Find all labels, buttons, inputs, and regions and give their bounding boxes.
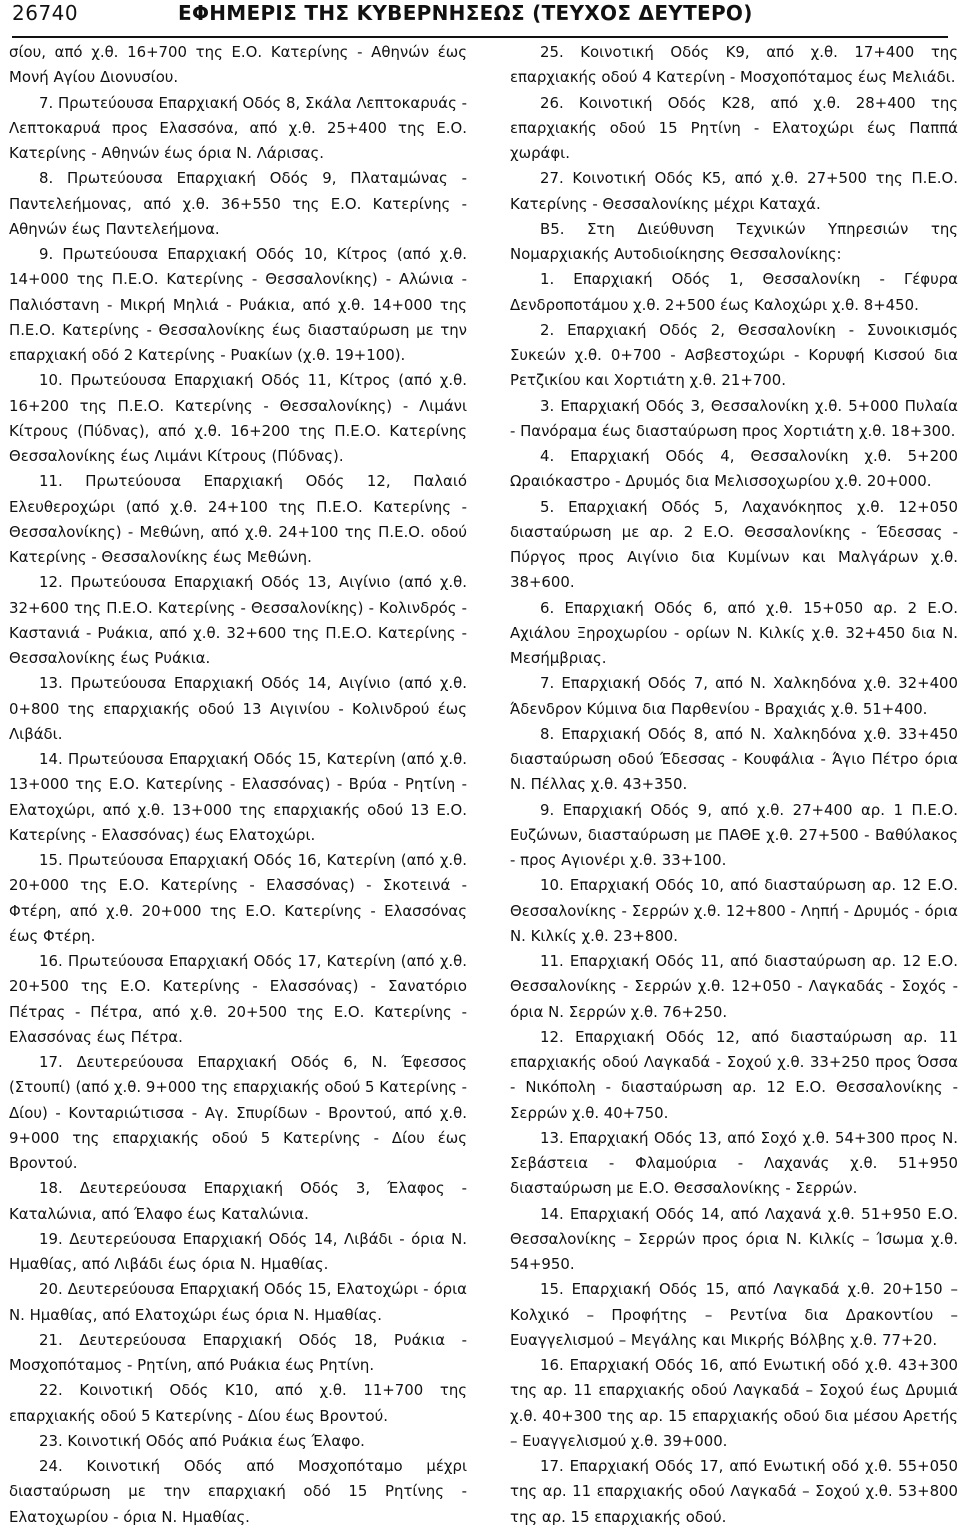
paragraph: 15. Πρωτεύουσα Επαρχιακή Οδός 16, Κατερίνη (από χ.θ. 20+000 της Ε.Ο. Κατερίνης - Ελασσόνας) - Σκοτεινά - Φτέρη, από χ.θ. 20+000 της Ε.Ο. Κατερίνης - Ελασσόνας έως Φτέρη. <box>9 851 467 945</box>
right-column <box>510 40 958 1530</box>
paragraph: 14. Επαρχιακή Οδός 14, από Λαχανά χ.θ. 51+950 Ε.Ο. Θεσσαλονίκης – Σερρών προς όρια Ν. Κιλκίς – Ίσωμα χ.θ. 54+950. <box>510 1204 958 1273</box>
paragraph: 11. Πρωτεύουσα Επαρχιακή Οδός 12, Παλαιό Ελευθεροχώρι (από χ.θ. 24+100 της Π.Ε.Ο. Κατερίνης - Θεσσαλονίκης) - Μεθώνη, από χ.θ. 24+100 της Π.Ε.Ο. οδού Κατερίνης - Θεσσαλονίκης έως Μεθώνη. <box>9 472 467 566</box>
paragraph: 23. Κοινοτική Οδός από Ρυάκια έως Έλαφο. <box>39 1431 365 1450</box>
paragraph: 2. Επαρχιακή Οδός 2, Θεσσαλονίκη - Συνοικισμός Συκεών χ.θ. 0+700 - Ασβεστοχώρι - Κορυφή Κισσού δια Ρετζικίου και Χορτιάτη χ.θ. 21+700. <box>510 320 958 390</box>
paragraph: 9. Επαρχιακή Οδός 9, από χ.θ. 27+400 αρ. 1 Π.Ε.Ο. Ευζώνων, διασταύρωση με ΠΑΘΕ χ.θ. 27+500 - Βαθύλακος - προς Αγιονέρι χ.θ. 33+100. <box>510 800 958 869</box>
paragraph: 19. Δευτερεύουσα Επαρχιακή Οδός 14, Λιβάδι - όρια Ν. Ημαθίας, από Λιβάδι έως όρια Ν. Ημαθίας. <box>9 1229 467 1273</box>
paragraph: 20. Δευτερεύουσα Επαρχιακή Οδός 15, Ελατοχώρι - όρια Ν. Ημαθίας, από Ελατοχώρι έως όρια Ν. Ημαθίας. <box>9 1280 467 1324</box>
paragraph: 10. Πρωτεύουσα Επαρχιακή Οδός 11, Κίτρος (από χ.θ. 16+200 της Π.Ε.Ο. Κατερίνης - Θεσσαλονίκης) - Λιμάνι Κίτρους (Πύδνας), από χ.θ. 16+200 της Π.Ε.Ο. Κατερίνης Θεσσαλονίκης έως Λιμάνι Κίτρους (Πύδνας). <box>9 371 467 465</box>
paragraph: 13. Πρωτεύουσα Επαρχιακή Οδός 14, Αιγίνιο (από χ.θ. 0+800 της επαρχιακής οδού 13 Αιγινίου - Κολινδρού έως Λιβάδι. <box>9 674 467 743</box>
header-rule <box>12 36 948 38</box>
paragraph: 10. Επαρχιακή Οδός 10, από διασταύρωση αρ. 12 Ε.Ο. Θεσσαλονίκης - Σερρών χ.θ. 12+800 - Ληπή - Δρυμός - όρια Ν. Κιλκίς χ.θ. 23+800. <box>510 876 958 945</box>
paragraph: 9. Πρωτεύουσα Επαρχιακή Οδός 10, Κίτρος (από χ.θ. 14+000 της Π.Ε.Ο. Κατερίνης - Θεσσαλονίκης) - Αλώνια - Παλιόσταvη - Μικρή Μηλιά - Ρυάκια, από χ.θ. 14+000 της Π.Ε.Ο. Κατερίνης - Θεσσαλονίκης έως διασταύρωση με την επαρχιακή οδό 2 Κατερίνης - Ρυακίων (χ.θ. 19+100). <box>9 245 467 364</box>
paragraph: 24. Κοινοτική Οδός από Μοσχοπόταμο μέχρι διασταύρωση με την επαρχιακή οδό 15 Ρητίνης - Ελατοχωρίου - όρια Ν. Ημαθίας. <box>9 1457 467 1526</box>
paragraph: 7. Πρωτεύουσα Επαρχιακή Οδός 8, Σκάλα Λεπτοκαρυάς - Λεπτοκαρυά προς Ελασσόνα, από χ.θ. 25+400 της Ε.Ο. Κατερίνης - Αθηνών έως όρια Ν. Λάρισας. <box>9 93 467 162</box>
paragraph: 21. Δευτερεύουσα Επαρχιακή Οδός 18, Ρυάκια - Μοσχοπόταμος - Ρητίνη, από Ρυάκια έως Ρητίνη. <box>9 1330 467 1374</box>
paragraph: 6. Επαρχιακή Οδός 6, από χ.θ. 15+050 αρ. 2 Ε.Ο. Αχιάλου Ξηροχωρίου - ορίων Ν. Κιλκίς χ.θ. 32+450 δια Ν. Μεσήμβριας. <box>510 598 958 667</box>
paragraph: 16. Πρωτεύουσα Επαρχιακή Οδός 17, Κατερίνη (από χ.θ. 20+500 της Ε.Ο. Κατερίνης - Ελασσόνας) - Σανατόριο Πέτρας - Πέτρα, από χ.θ. 20+500 της Ε.Ο. Κατερίνης - Ελασσόνας έως Πέτρα. <box>9 952 467 1046</box>
paragraph: 12. Επαρχιακή Οδός 12, από διασταύρωση αρ. 11 επαρχιακής οδού Λαγκαδά - Σοχού χ.θ. 33+250 προς Όσσα - Νικόπολη - διασταύρωση αρ. 12 Ε.Ο. Θεσσαλονίκης - Σερρών χ.θ. 40+750. <box>510 1027 958 1122</box>
paragraph: 18. Δευτερεύουσα Επαρχιακή Οδός 3, Έλαφος - Καταλώνια, από Έλαφο έως Καταλώνια. <box>9 1179 467 1223</box>
paragraph: σίου, από χ.θ. 16+700 της Ε.Ο. Κατερίνης - Αθηνών έως Μονή Αγίου Διονυσίου. <box>9 43 467 87</box>
paragraph: 14. Πρωτεύουσα Επαρχιακή Οδός 15, Κατερίνη (από χ.θ. 13+000 της Ε.Ο. Κατερίνης - Ελασσόνας) - Βρύα - Ρητίνη - Ελατοχώρι, από χ.θ. 13+000 της επαρχιακής οδού 13 Ε.Ο. Κατερίνης - Ελασσόνας) έως Ελατοχώρι. <box>9 750 467 844</box>
paragraph: 25. Κοινοτική Οδός Κ9, από χ.θ. 17+400 της επαρχιακής οδού 4 Κατερίνη - Μοσχοπόταμος έως Μελιάδι. <box>510 43 958 87</box>
paragraph: 15. Επαρχιακή Οδός 15, από Λαγκαδά χ.θ. 20+150 – Κολχικό – Προφήτης – Ρεντίνα δια Δρακοντίου – Ευαγγελισμού – Μεγάλης και Μικρής Βόλβης χ.θ. 77+20. <box>510 1280 958 1349</box>
paragraph: 26. Κοινοτική Οδός Κ28, από χ.θ. 28+400 της επαρχιακής οδού 15 Ρητίνη - Ελατοχώρι έως Παππά χωράφι. <box>510 93 958 162</box>
paragraph: 12. Πρωτεύουσα Επαρχιακή Οδός 13, Αιγίνιο (από χ.θ. 32+600 της Π.Ε.Ο. Κατερίνης - Θεσσαλονίκης) - Κολινδρός - Καστανιά - Ρυάκια, από χ.θ. 32+600 της Π.Ε.Ο. Κατερίνης - Θεσσαλονίκης έως Ρυάκια. <box>9 573 467 667</box>
paragraph: 8. Επαρχιακή Οδός 8, από Ν. Χαλκηδόνα χ.θ. 33+450 διασταύρωση οδού Έδεσσας - Κουφάλια - Άγιο Πέτρο όρια Ν. Πέλλας χ.θ. 43+350. <box>510 724 958 794</box>
gazette-title: ΕΦΗΜΕΡΙΣ ΤΗΣ ΚΥΒΕΡΝΗΣΕΩΣ (ΤΕΥΧΟΣ ΔΕΥΤΕΡΟ) <box>178 1 753 25</box>
paragraph: 8. Πρωτεύουσα Επαρχιακή Οδός 9, Πλαταμώνας - Παντελεήμονας, από χ.θ. 36+550 της Ε.Ο. Κατερίνης - Αθηνών έως Παντελεήμονα. <box>9 169 467 238</box>
paragraph: 11. Επαρχιακή Οδός 11, από διασταύρωση αρ. 12 Ε.Ο. Θεσσαλονίκης - Σερρών χ.θ. 12+050 - Λαγκαδάς - Σοχός - όρια Ν. Σερρών χ.θ. 76+250. <box>510 952 958 1021</box>
paragraph: 3. Επαρχιακή Οδός 3, Θεσσαλονίκη χ.θ. 5+000 Πυλαία - Πανόραμα έως διασταύρωση προς Χορτιάτη χ.θ. 18+300. <box>510 396 958 440</box>
paragraph: 5. Επαρχιακή Οδός 5, Λαχανόκηπος χ.θ. 12+050 διασταύρωση με αρ. 2 Ε.Ο. Θεσσαλονίκης - Έδεσσας - Πύργος προς Αιγίνιο δια Κυμίνων και Μαλγάρων χ.θ. 38+600. <box>510 497 958 592</box>
paragraph: 7. Επαρχιακή Οδός 7, από Ν. Χαλκηδόνα χ.θ. 32+400 Άδενδρον Κύμινα δια Παρθενίου - Βραχιάς χ.θ. 51+400. <box>510 674 958 718</box>
paragraph: 22. Κοινοτική Οδός Κ10, από χ.θ. 11+700 της επαρχιακής οδού 5 Κατερίνης - Δίου έως Βροντού. <box>9 1381 467 1425</box>
paragraph: 27. Κοινοτική Οδός Κ5, από χ.θ. 27+500 της Π.Ε.Ο. Κατερίνης - Θεσσαλονίκης μέχρι Καταχά. <box>510 169 958 213</box>
section-heading: Β5. Στη Διεύθυνση Τεχνικών Υπηρεσιών της Νομαρχιακής Αυτοδιοίκησης Θεσσαλονίκης: <box>510 219 958 263</box>
paragraph: 17. Επαρχιακή Οδός 17, από Ενωτική οδό χ.θ. 55+050 της αρ. 11 επαρχιακής οδού Λαγκαδά – Σοχού χ.θ. 53+800 της αρ. 15 επαρχιακής οδού. <box>510 1457 958 1526</box>
paragraph: 1. Επαρχιακή Οδός 1, Θεσσαλονίκη - Γέφυρα Δενδροποτάμου χ.θ. 2+500 έως Καλοχώρι χ.θ. 8+450. <box>510 270 958 314</box>
page-number: 26740 <box>12 1 79 25</box>
paragraph: 17. Δευτερεύουσα Επαρχιακή Οδός 6, Ν. Έφεσσος (Στουπί) (από χ.θ. 9+000 της επαρχιακής οδού 5 Κατερίνης - Δίου) - Κονταριώτισσα - Αγ. Σπυρίδων - Βροντού, από χ.θ. 9+000 της επαρχιακής οδού 5 Κατερίνης - Δίου έως Βροντού. <box>9 1053 467 1172</box>
left-column <box>9 40 467 1530</box>
paragraph: 16. Επαρχιακή Οδός 16, από Ενωτική οδό χ.θ. 43+300 της αρ. 11 επαρχιακής οδού Λαγκαδά – Σοχού έως Δρυμιά χ.θ. 40+300 της αρ. 15 επαρχιακής οδού δια μέσου Αρετής – Ευαγγελισμού χ.θ. 39+000. <box>510 1356 958 1450</box>
page-header <box>0 0 960 40</box>
paragraph: 4. Επαρχιακή Οδός 4, Θεσσαλονίκη χ.θ. 5+200 Ωραιόκαστρο - Δρυμός δια Μελισσοχωρίου χ.θ. 20+000. <box>510 447 958 491</box>
paragraph: 13. Επαρχιακή Οδός 13, από Σοχό χ.θ. 54+300 προς Ν. Σεβάστεια - Φλαμούρια - Λαχανάς χ.θ. 51+950 διασταύρωση με Ε.Ο. Θεσσαλονίκης - Σερρών. <box>510 1128 958 1198</box>
